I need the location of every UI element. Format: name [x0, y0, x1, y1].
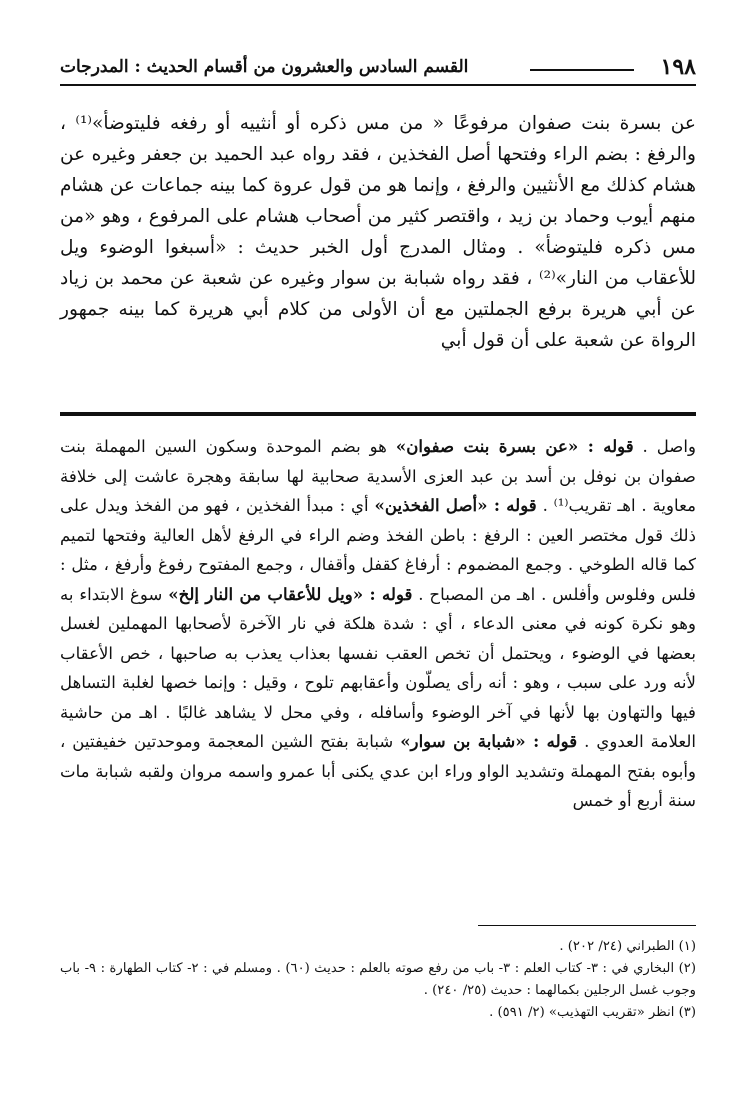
- main-paragraph: عن بسرة بنت صفوان مرفوعًا « من مس ذكره أو أنثييه أو رفغه فليتوضأ»⁽¹⁾ ، والرفغ : بضم الراء وفتحها أصل الفخذين ، فقد رواه عبد الحميد بن جعفر وغيره عن هشام كذلك مع الأنثيين والرفغ ، وإنما هو من قول عروة كما بينه جماعات عن هشام منهم أيوب وحماد بن زيد ، واقتصر كثير من أصحاب هشام على المرفوع ، وهو «من مس ذكره فليتوضأ» . ومثال المدرج أول الخبر حديث : «أسبغوا الوضوء ويل للأعقاب من النار»⁽²⁾ ، فقد رواه شبابة بن سوار وغيره عن شعبة عن محمد بن زياد عن أبي هريرة برفع الجملتين مع أن الأولى من كلام أبي هريرة كما بينه جمهور الرواة عن شعبة على أن قول أبي: [60, 113, 697, 351]
- commentary-segment: شبابة بفتح الشين المعجمة وموحدتين خفيفتين ، وأبوه بفتح المهملة وتشديد الواو وراء ابن عدي يكنى أبا عمرو واسمه مروان ولقبه شبابة مات سنة أربع أو خمس: [60, 732, 696, 810]
- commentary-lemma: قوله : «عن بسرة بنت صفوان»: [395, 436, 634, 456]
- footnote-3: (٣) انظر «تقريب التهذيب» (٢/ ٥٩١) .: [489, 1005, 696, 1020]
- commentary-segment: أي : مبدأ الفخذين ، فهو من الفخذ ويدل على ذلك قول مختصر العين : الرفغ : باطن الفخذ وضم الراء في الرفغ لأهل العالية وفتحها لتميم كما قاله الطوخي . وجمع المضموم : أرفاغ كقفل وأقفال ، وجمع المفتوح رفوغ وأرفغ ، مثل : فلس وفلوس وأفلس . اهـ من المصباح .: [60, 496, 696, 604]
- page-header: [60, 50, 696, 86]
- page-number: ١٩٨: [660, 54, 696, 80]
- footnote-2: (٢) البخاري في : ٣- كتاب العلم : ٣- باب من رفع صوته بالعلم : حديث (٦٠) . ومسلم في : ٢- كتاب الطهارة : ٩- باب وجوب غسل الرجلين بكمالهما : حديث (٢٥/ ٢٤٠) .: [60, 961, 696, 998]
- commentary-lemma: قوله : «أصل الفخذين»: [374, 495, 537, 515]
- commentary-paragraph: [60, 432, 696, 816]
- book-page: [60, 50, 696, 1070]
- header-dash: [530, 69, 634, 71]
- main-text: [60, 108, 696, 356]
- commentary-lemma: قوله : «ويل للأعقاب من النار إلخ»: [168, 583, 413, 604]
- commentary-segment: سوغ الابتداء به وهو نكرة كونه في معنى الدعاء ، أي : شدة هلكة في نار الآخرة لأصحابها المهملين لغسل بعضها في الوضوء ، ويحتمل أن تخص العقب نفسها بعذاب يعذب به صاحبها ، خص الأعقاب لأنه ورد على سبب ، وهو : أنه رأى يصلّون وأعقابهم تلوح ، وقيل : وإنما خصها لغلبة التساهل فيها والتهاون بها لأنها في آخر الوضوء وأسافله ، وفي محل لا يشاهد غالبًا . اهـ من حاشية العلامة العدوي .: [60, 584, 697, 751]
- commentary: [60, 432, 696, 816]
- footnotes: [60, 936, 696, 1024]
- commentary-segment: واصل .: [633, 437, 696, 456]
- commentary-segment: هو بضم الموحدة وسكون السين المهملة بنت صفوان بن نوفل بن أسد بن عبد العزى الأسدية صحابية لها سابقة وهجرة عاشت إلى خلافة معاوية . اهـ تقريب⁽¹⁾ .: [60, 437, 696, 515]
- footnote-1: (١) الطبراني (٢٤/ ٢٠٢) .: [559, 939, 696, 954]
- main-commentary-separator: [60, 412, 696, 416]
- commentary-lemma: قوله : «شبابة بن سوار»: [400, 731, 578, 751]
- footnote-rule: [478, 925, 696, 926]
- running-title: القسم السادس والعشرون من أقسام الحديث : المدرجات: [60, 57, 469, 77]
